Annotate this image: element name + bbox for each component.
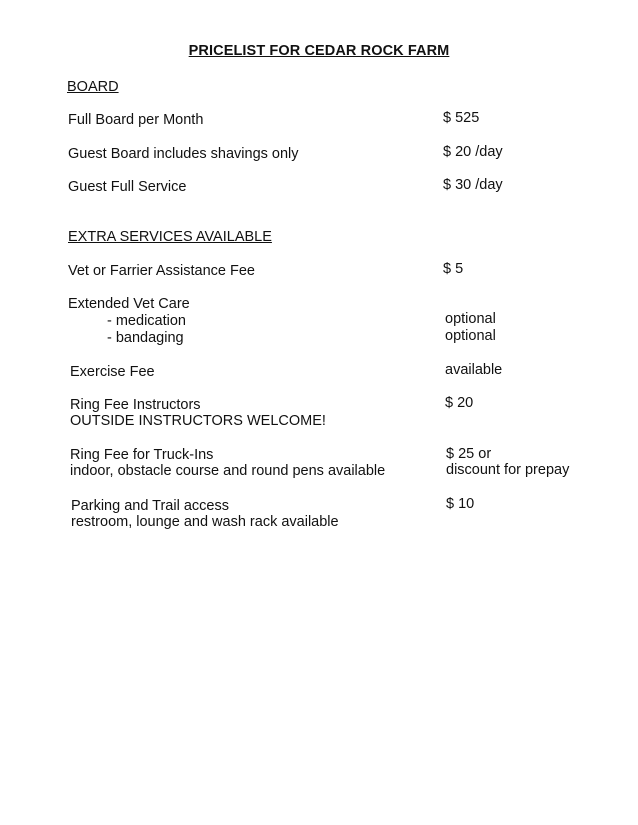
guest-board-price: $ 20 /day [443,144,503,160]
guest-full-service-price: $ 30 /day [443,177,503,193]
prepay-discount-note: discount for prepay [446,462,570,478]
board-heading: BOARD [67,79,119,95]
page-title: PRICELIST FOR CEDAR ROCK FARM [188,43,450,59]
outside-instructors-note: OUTSIDE INSTRUCTORS WELCOME! [70,413,326,429]
medication-price: optional [445,311,496,327]
ring-truckins-label: Ring Fee for Truck-Ins [70,447,214,463]
ring-truckins-price: $ 25 or [446,446,492,462]
bandaging-price: optional [445,328,496,344]
guest-board-label: Guest Board includes shavings only [68,146,299,162]
ring-instructors-price: $ 20 [445,395,474,411]
full-board-label: Full Board per Month [68,112,204,128]
parking-trail-price: $ 10 [446,496,475,512]
guest-full-service-label: Guest Full Service [68,179,187,195]
parking-trail-note: restroom, lounge and wash rack available [71,514,339,530]
ring-truckins-note: indoor, obstacle course and round pens available [70,463,386,479]
parking-trail-label: Parking and Trail access [71,498,229,514]
medication-label: - medication [107,313,186,329]
extended-vet-label: Extended Vet Care [68,296,190,312]
vet-farrier-price: $ 5 [443,261,464,277]
exercise-fee-price: available [445,362,503,378]
ring-instructors-label: Ring Fee Instructors [70,397,201,413]
extra-services-heading: EXTRA SERVICES AVAILABLE [68,229,272,245]
exercise-fee-label: Exercise Fee [70,364,155,380]
vet-farrier-label: Vet or Farrier Assistance Fee [68,263,255,279]
bandaging-label: - bandaging [107,330,184,346]
full-board-price: $ 525 [443,110,480,126]
